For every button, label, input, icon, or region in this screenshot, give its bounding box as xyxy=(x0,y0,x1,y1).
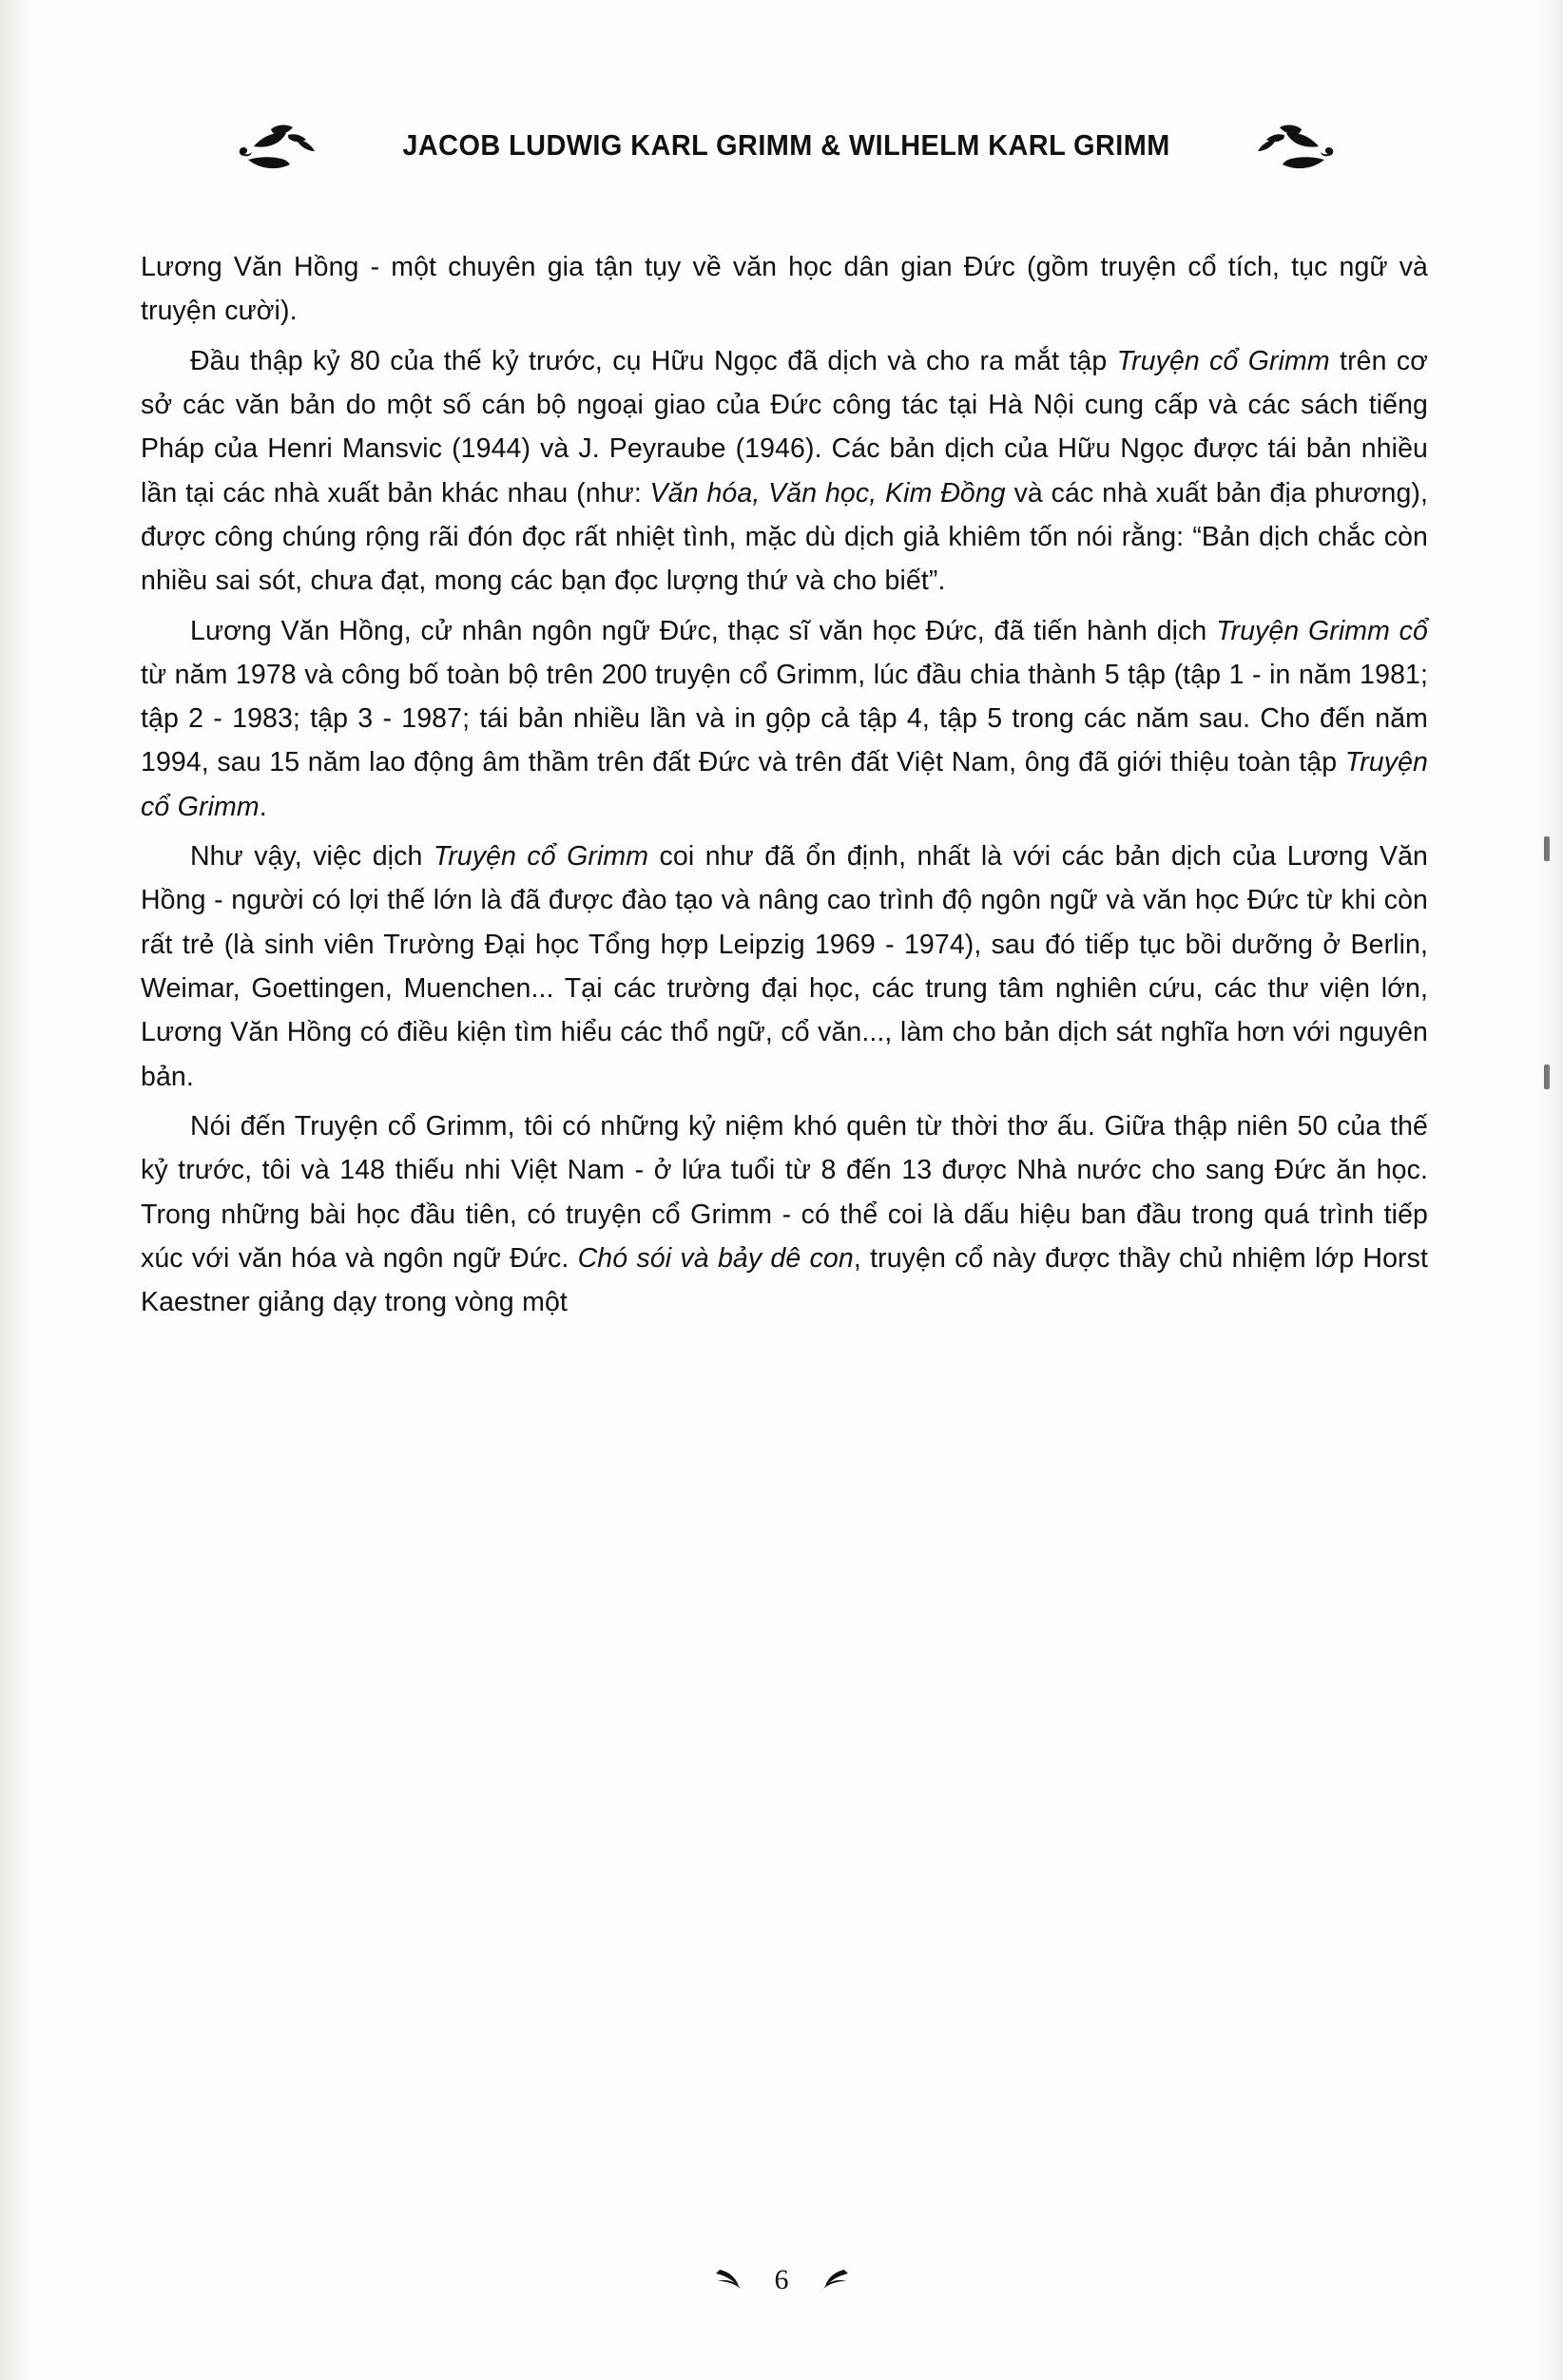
running-head-title: JACOB LUDWIG KARL GRIMM & WILHELM KARL GRIMM xyxy=(402,128,1170,162)
margin-mark xyxy=(1544,1065,1550,1089)
italic-title: Chó sói và bảy dê con xyxy=(577,1242,854,1274)
italic-title: Truyện cổ Grimm xyxy=(433,841,649,873)
paragraph-text: coi như đã ổn định, nhất là với các bản dịch của Lương Văn Hồng - người có lợi thế lớn là đã được đào tạo và nâng cao trình độ ngôn ngữ và văn học Đức từ khi còn rất trẻ (là sinh viên Trường Đại học Tổng hợp Leipzig 1969 - 1974), sau đó tiếp tục bồi dưỡng ở Berlin, Weimar, Goettingen, Muenchen... Tại các trường đại học, các trung tâm nghiên cứu, các thư viện lớn, Lương Văn Hồng có điều kiện tìm hiểu các thổ ngữ, cổ văn..., làm cho bản dịch sát nghĩa hơn với nguyên bản. xyxy=(141,841,1429,1092)
paragraph-text: Như vậy, việc dịch xyxy=(190,841,434,873)
italic-title: Truyện Grimm cổ xyxy=(1216,615,1428,646)
paragraph-text: , truyện cổ này được thầy chủ nhiệm lớp Horst Kaestner giảng dạy trong vòng một xyxy=(141,1242,1428,1318)
paragraph xyxy=(141,835,1428,1099)
paragraph-text: và các nhà xuất bản địa phương), được công chúng rộng rãi đón đọc rất nhiệt tình, mặc dù dịch giả khiêm tốn nói rằng: “Bản dịch chắc còn nhiều sai sót, chưa đạt, mong các bạn đọc lượng thứ và cho biết”. xyxy=(141,477,1429,597)
leaf-flourish-right-icon xyxy=(1212,118,1334,173)
italic-title: Văn hóa, Văn học, Kim Đồng xyxy=(649,477,1006,509)
paragraph xyxy=(141,1104,1428,1325)
page-number: 6 xyxy=(774,2264,789,2295)
wing-flourish-icon xyxy=(799,2268,850,2293)
margin-mark xyxy=(1544,836,1550,861)
italic-title: Truyện cổ Grimm xyxy=(1116,345,1330,376)
paragraph xyxy=(141,339,1428,604)
paragraph xyxy=(141,609,1428,830)
paragraph: Lương Văn Hồng - một chuyên gia tận tụy về văn học dân gian Đức (gồm truyện cổ tích, tục ngữ và truyện cười). xyxy=(141,252,1428,327)
leaf-flourish-left-icon xyxy=(239,118,360,173)
paragraph-text: từ năm 1978 và công bố toàn bộ trên 200 truyện cổ Grimm, lúc đầu chia thành 5 tập (tập 1 - in năm 1981; tập 2 - 1983; tập 3 - 1987; tái bản nhiều lần và in gộp cả tập 4, tập 5 trong các năm sau. Cho đến năm 1994, sau 15 năm lao động âm thầm trên đất Đức và trên đất Việt Nam, ông đã giới thiệu toàn tập xyxy=(141,659,1428,778)
running-head xyxy=(143,112,1430,179)
paragraph-text: trên cơ sở các văn bản do một số cán bộ ngoại giao của Đức công tác tại Hà Nội cung cấp và các sách tiếng Pháp của Henri Mansvic (1944) và J. Peyraube (1946). Các bản dịch của Hữu Ngọc được tái bản nhiều lần tại các nhà xuất bản khác nhau (như: xyxy=(141,345,1428,509)
paragraph-text: Đầu thập kỷ 80 của thế kỷ trước, cụ Hữu Ngọc đã dịch và cho ra mắt tập xyxy=(190,345,1117,376)
page-footer xyxy=(0,2264,1563,2296)
paragraph-text: . xyxy=(259,791,267,822)
page-body xyxy=(141,245,1428,1331)
italic-title: Truyện cổ Grimm xyxy=(141,747,1428,822)
paragraph-text: Nói đến Truyện cổ Grimm, tôi có những kỷ niệm khó quên từ thời thơ ấu. Giữa thập niên 50 của thế kỷ trước, tôi và 148 thiếu nhi Việt Nam - ở lứa tuổi từ 8 đến 13 được Nhà nước cho sang Đức ăn học. Trong những bài học đầu tiên, có truyện cổ Grimm - có thể coi là dấu hiệu ban đầu trong quá trình tiếp xúc với văn hóa và ngôn ngữ Đức. xyxy=(141,1110,1428,1274)
paragraph-text: Lương Văn Hồng, cử nhân ngôn ngữ Đức, thạc sĩ văn học Đức, đã tiến hành dịch xyxy=(190,615,1217,646)
wing-flourish-icon xyxy=(714,2268,765,2293)
